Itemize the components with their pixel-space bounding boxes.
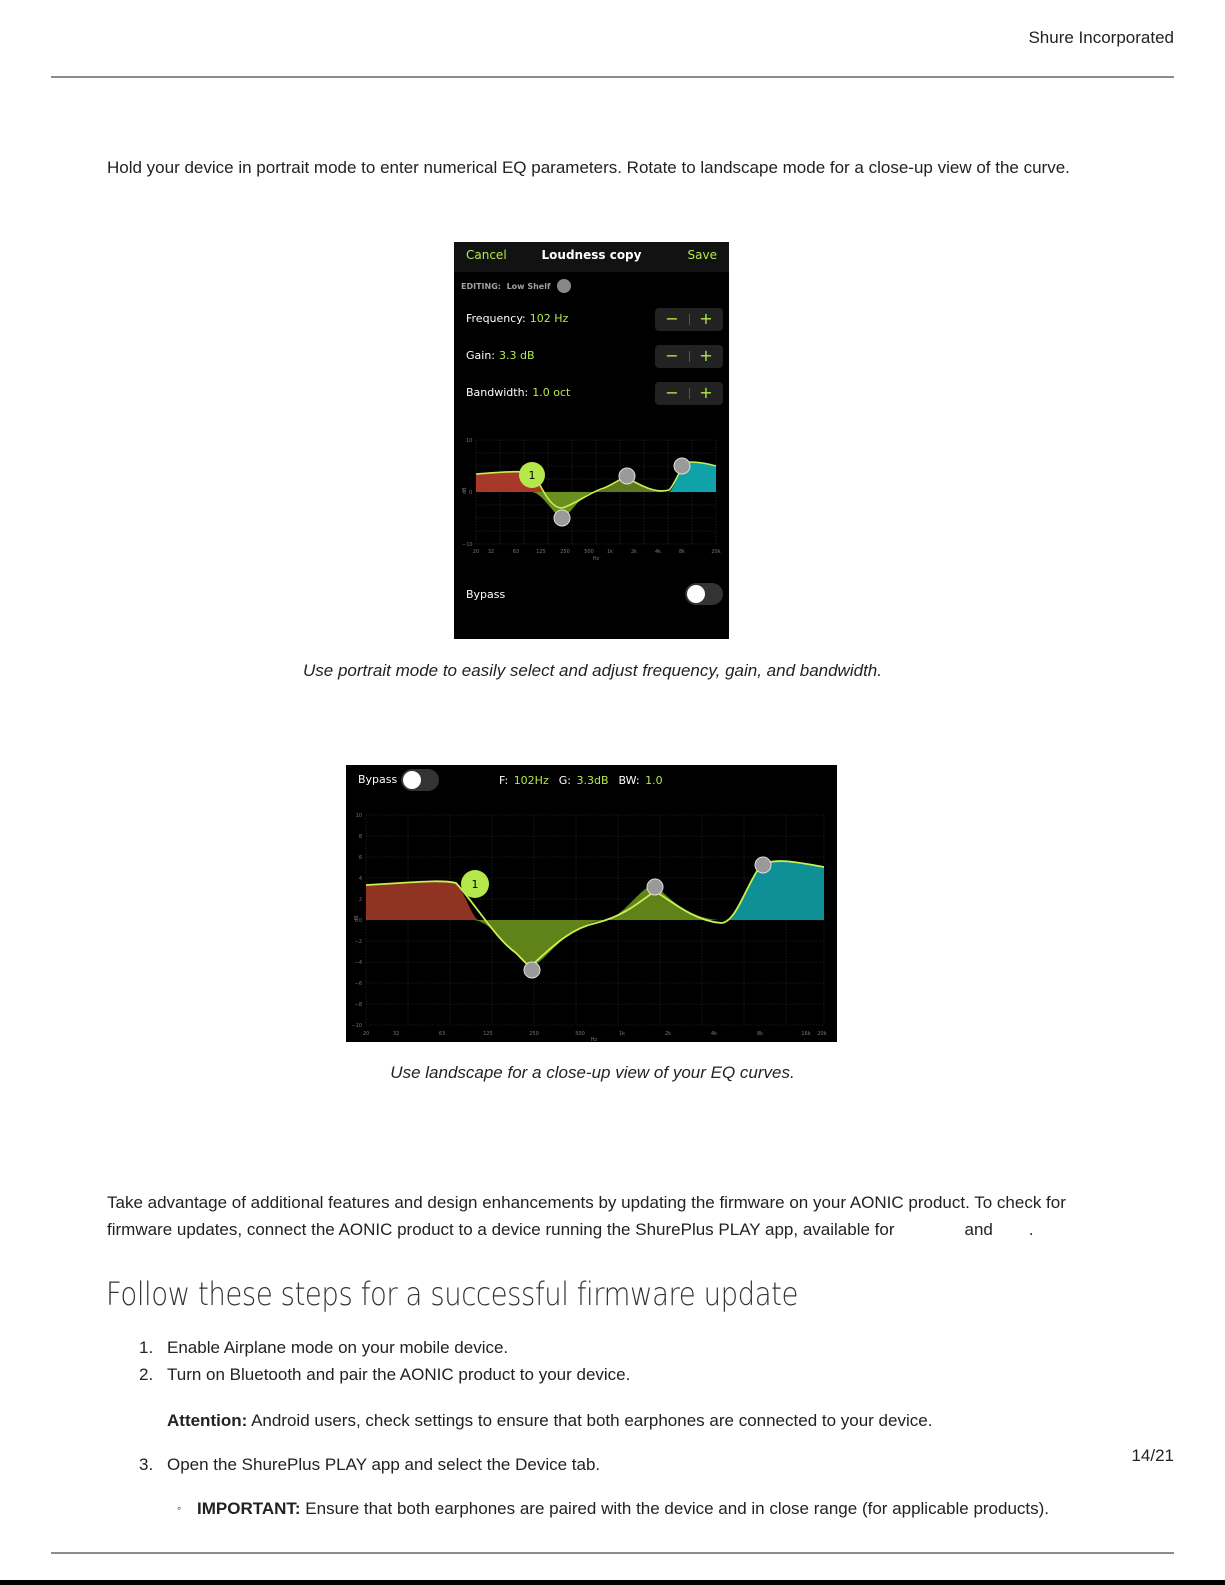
landscape-bypass-label: Bypass <box>358 773 398 786</box>
landscape-eq-screenshot <box>346 765 837 1042</box>
landscape-y-tick: −10 <box>351 1023 362 1029</box>
portrait-x-tick: 2k <box>630 549 638 555</box>
landscape-y-tick: 0 <box>358 918 362 924</box>
landscape-y-tick: 6 <box>358 855 362 861</box>
landscape-y-tick: 2 <box>358 897 362 903</box>
firmware-end: . <box>1028 1220 1034 1239</box>
portrait-x-tick: 125 <box>536 549 546 555</box>
landscape-x-axis-label: Hz <box>590 1037 598 1042</box>
portrait-y-tick-10: 10 <box>466 438 473 444</box>
landscape-node-label: 1 <box>471 878 479 891</box>
portrait-x-ticks <box>473 549 721 562</box>
portrait-y-tick-neg10: −10 <box>462 542 473 548</box>
list-item <box>107 1334 1117 1361</box>
portrait-x-tick: 500 <box>584 549 594 555</box>
landscape-x-tick: 500 <box>575 1031 585 1037</box>
list-item <box>107 1451 1117 1478</box>
important-label: IMPORTANT: <box>197 1499 301 1518</box>
save-button[interactable]: Save <box>687 248 717 262</box>
portrait-band-node-5[interactable] <box>674 458 690 474</box>
portrait-x-tick: 250 <box>560 549 570 555</box>
section-title: Follow these steps for a successful firmware update <box>106 1275 799 1313</box>
landscape-g-label: G: <box>558 774 571 787</box>
cancel-button[interactable]: Cancel <box>466 248 507 262</box>
landscape-caption: Use landscape for a close-up view of your EQ curves. <box>390 1063 795 1082</box>
gain-minus-button[interactable]: − <box>665 346 679 365</box>
frequency-row <box>466 312 568 325</box>
portrait-x-tick: 63 <box>512 549 520 555</box>
editing-value: Low Shelf <box>506 282 551 291</box>
landscape-x-tick: 32 <box>392 1031 400 1037</box>
bypass-toggle-knob <box>687 585 705 603</box>
firmware-text: Take advantage of additional features and design enhancements by updating the firmware on your AONIC product. To check for firmware updates, connect the AONIC product to a device running the ShurePlus PLAY app, available for <box>107 1193 1066 1239</box>
frequency-minus-button[interactable]: − <box>665 309 679 328</box>
step-text: Enable Airplane mode on your mobile device. <box>167 1338 509 1357</box>
bypass-label: Bypass <box>466 588 506 601</box>
landscape-x-tick: 125 <box>483 1031 493 1037</box>
portrait-band-node-3[interactable] <box>554 510 570 526</box>
landscape-high-shelf-fill <box>726 861 824 920</box>
frequency-label: Frequency: <box>466 312 526 325</box>
portrait-y-tick-0: 0 <box>469 490 473 496</box>
attention-text: Android users, check settings to ensure that both earphones are connected to your device. <box>251 1411 933 1430</box>
landscape-x-ticks <box>363 1031 827 1042</box>
portrait-x-tick: 32 <box>487 549 495 555</box>
landscape-x-tick: 4k <box>710 1031 718 1037</box>
list-item <box>107 1361 1117 1388</box>
portrait-band-node-4[interactable] <box>619 468 635 484</box>
firmware-and: and <box>964 1220 993 1239</box>
landscape-x-tick: 2k <box>664 1031 672 1037</box>
attention-label: Attention: <box>167 1411 248 1430</box>
gain-label: Gain: <box>466 349 495 362</box>
portrait-x-tick: 20k <box>711 549 721 555</box>
bandwidth-value: 1.0 oct <box>532 386 571 399</box>
landscape-y-tick: −2 <box>354 939 362 945</box>
landscape-x-tick: 16k <box>801 1031 811 1037</box>
landscape-x-tick: 20k <box>817 1031 827 1037</box>
bullet-icon: ◦ <box>177 1501 182 1515</box>
landscape-x-tick: 20 <box>362 1031 370 1037</box>
landscape-y-tick: 10 <box>355 813 362 819</box>
landscape-bypass-toggle[interactable] <box>401 769 439 791</box>
bandwidth-plus-button[interactable]: + <box>699 383 713 402</box>
frequency-stepper[interactable] <box>655 308 723 331</box>
important-note <box>107 1495 1117 1522</box>
footer-divider <box>51 1552 1174 1554</box>
bypass-toggle[interactable] <box>685 583 723 605</box>
firmware-steps-list <box>107 1334 1117 1522</box>
frequency-plus-button[interactable]: + <box>699 309 713 328</box>
gain-value: 3.3 dB <box>499 349 535 362</box>
gain-stepper[interactable] <box>655 345 723 368</box>
landscape-band-node-4[interactable] <box>647 879 663 895</box>
portrait-x-tick: 8k <box>678 549 686 555</box>
landscape-y-tick: 8 <box>358 834 362 840</box>
bandwidth-minus-button[interactable]: − <box>665 383 679 402</box>
landscape-f-label: F: <box>499 774 509 787</box>
gain-row <box>466 349 535 362</box>
step-number: 2. <box>139 1365 154 1384</box>
bandwidth-stepper[interactable] <box>655 382 723 405</box>
landscape-x-tick: 8k <box>756 1031 764 1037</box>
editing-label: EDITING: <box>461 282 501 291</box>
landscape-g-value: 3.3dB <box>576 774 609 787</box>
landscape-y-tick: 4 <box>358 876 362 882</box>
portrait-y-axis-label: dB <box>462 487 468 494</box>
page-number: 14/21 <box>1131 1446 1174 1465</box>
intro-paragraph: Hold your device in portrait mode to enter numerical EQ parameters. Rotate to landscape mode for a close-up view of the curve. <box>107 158 1070 177</box>
gain-plus-button[interactable]: + <box>699 346 713 365</box>
step-text: Open the ShurePlus PLAY app and select the Device tab. <box>167 1455 601 1474</box>
portrait-x-tick: 4k <box>654 549 662 555</box>
wrench-icon[interactable] <box>557 279 571 293</box>
portrait-eq-graph[interactable] <box>454 432 729 562</box>
landscape-eq-graph[interactable] <box>346 805 837 1042</box>
landscape-x-tick: 1k <box>618 1031 626 1037</box>
landscape-y-tick: −8 <box>354 1002 362 1008</box>
bandwidth-row <box>466 386 570 399</box>
landscape-y-axis-label: dB <box>354 915 360 922</box>
step-number: 3. <box>139 1455 154 1474</box>
editing-indicator <box>461 282 550 291</box>
landscape-f-value: 102Hz <box>513 774 549 787</box>
landscape-band-node-5[interactable] <box>755 857 771 873</box>
frequency-value: 102 Hz <box>529 312 569 325</box>
header-company: Shure Incorporated <box>1028 28 1174 47</box>
portrait-x-axis-label: Hz <box>592 556 600 562</box>
bandwidth-label: Bandwidth: <box>466 386 529 399</box>
firmware-paragraph <box>107 1189 1112 1243</box>
landscape-bw-label: BW: <box>618 774 640 787</box>
landscape-mid-dip-fill <box>474 920 606 967</box>
landscape-band-node-3[interactable] <box>524 962 540 978</box>
landscape-x-tick: 250 <box>529 1031 539 1037</box>
landscape-bypass-toggle-knob <box>403 771 421 789</box>
important-text: Ensure that both earphones are paired with the device and in close range (for applicable products). <box>305 1499 1050 1518</box>
landscape-x-tick: 63 <box>438 1031 446 1037</box>
landscape-y-tick: −4 <box>354 960 362 966</box>
eq-preset-title: Loudness copy <box>541 248 642 262</box>
header-divider <box>51 76 1174 78</box>
portrait-caption: Use portrait mode to easily select and adjust frequency, gain, and bandwidth. <box>303 661 882 680</box>
portrait-eq-screenshot <box>454 242 729 639</box>
page-bottom-edge <box>0 1580 1225 1585</box>
landscape-bw-value: 1.0 <box>645 774 663 787</box>
attention-note <box>107 1407 1117 1434</box>
step-text: Turn on Bluetooth and pair the AONIC product to your device. <box>167 1365 631 1384</box>
portrait-x-tick: 1k <box>606 549 614 555</box>
portrait-node-label: 1 <box>528 469 536 482</box>
step-number: 1. <box>139 1338 154 1357</box>
landscape-y-tick: −6 <box>354 981 362 987</box>
portrait-x-tick: 20 <box>472 549 480 555</box>
landscape-param-readout <box>499 774 673 787</box>
landscape-low-shelf-fill <box>366 881 478 920</box>
